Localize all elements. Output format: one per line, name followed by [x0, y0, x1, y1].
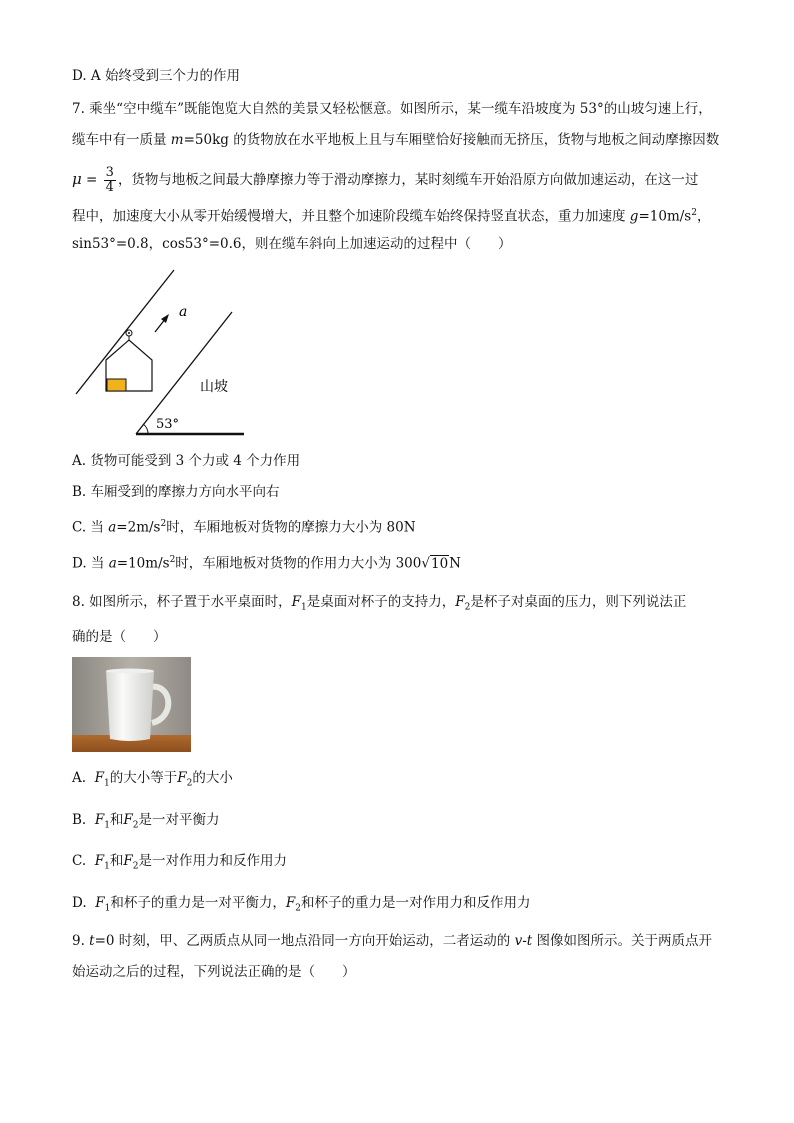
q8-option-a: A. $F_1$的大小等于$F_2$的大小 — [72, 770, 233, 789]
q8-stem-line1: 8. 如图所示，杯子置于水平桌面时，$F_1$是桌面对杯子的支持力，$F_2$是杯子对桌面的压力，则下列说法正 — [72, 594, 687, 613]
q7-stem-line2: 缆车中有一质量 m=50kg 的货物放在水平地板上且与车厢壁恰好接触而无挤压，货物与地板之间动摩擦因数 — [72, 132, 720, 148]
angle-label: 53° — [156, 417, 180, 432]
slope-label: 山坡 — [200, 379, 228, 395]
q8-stem-line2: 确的是（ ） — [72, 629, 167, 645]
q7-stem-line5: sin53°=0.8，cos53°=0.6，则在缆车斜向上加速运动的过程中（ ） — [72, 236, 512, 252]
q7-option-d: D. 当 $a=10m/s^2$时，车厢地板对货物的作用力大小为 300√10N — [72, 555, 461, 572]
previous-option-d: D. A 始终受到三个力的作用 — [72, 68, 240, 84]
q7-option-c: C. 当 $a=2m/s^2$时，车厢地板对货物的摩擦力大小为 80N — [72, 519, 416, 536]
q7-option-b: B. 车厢受到的摩擦力方向水平向右 — [72, 484, 280, 500]
q9-stem-line2: 始运动之后的过程，下列说法正确的是（ ） — [72, 964, 356, 980]
q7-stem-line1: 7. 乘坐“空中缆车”既能饱览大自然的美景又轻松惬意。如图所示，某一缆车沿坡度为 53°的山坡匀速上行， — [72, 101, 712, 117]
mu-fraction: $\frac{3}{4}$ — [105, 165, 114, 195]
cargo-box — [107, 379, 126, 391]
q9-stem-line1: 9. t=0 时刻，甲、乙两质点从同一地点沿同一方向开始运动，二者运动的 v-t 图像如图所示。关于两质点开 — [72, 933, 713, 949]
q8-option-d: D. $F_1$和杯子的重力是一对平衡力，$F_2$和杯子的重力是一对作用力和反作用力 — [72, 895, 531, 914]
angle-arc — [143, 424, 148, 434]
q7-option-a: A. 货物可能受到 3 个力或 4 个力作用 — [72, 453, 301, 469]
cable-car-incline-figure — [70, 268, 260, 440]
q7-stem-line3: μ = $\frac{3}{4}$ ，货物与地板之间最大静摩擦力等于滑动摩擦力，某时刻缆车开始沿原方向做加速运动，在这一过 — [72, 165, 699, 195]
q7-stem-line4: 程中，加速度大小从零开始缓慢增大，并且整个加速阶段缆车始终保持竖直状态，重力加速度 $g=10m/s^2$， — [72, 208, 711, 225]
cup-on-table-photo — [72, 657, 191, 752]
acceleration-label: a — [179, 304, 188, 320]
q8-option-c: C. $F_1$和$F_2$是一对作用力和反作用力 — [72, 853, 287, 872]
q8-option-b: B. $F_1$和$F_2$是一对平衡力 — [72, 812, 220, 831]
